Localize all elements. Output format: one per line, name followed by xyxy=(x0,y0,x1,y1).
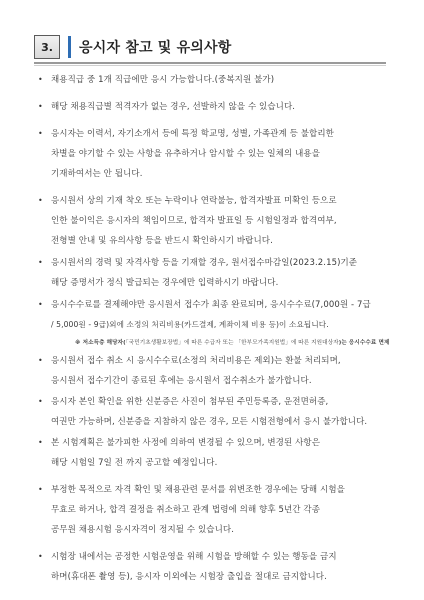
item-line: 응시자 본인 확인을 위한 신분증은 사진이 첨부된 주민등록증, 운전면허증, xyxy=(51,397,329,407)
item-line: 기재하여서는 안 됩니다. xyxy=(51,169,143,179)
section-header xyxy=(34,34,231,60)
list-item xyxy=(38,70,396,90)
list-item xyxy=(38,191,396,251)
item-line: / 5,000원 - 9급)외에 소정의 처리비용(카드결제, 계좌이체 비용 등)이 소요됩니다. xyxy=(51,320,329,329)
list-item xyxy=(38,392,396,432)
section-number: 3. xyxy=(34,35,60,59)
item-line: 해당 시험일 7일 전 까지 공고할 예정입니다. xyxy=(51,458,218,468)
item-line: 응시원서 접수 취소 시 응시수수료(소정의 처리비용은 제외)는 환불 처리되며, xyxy=(51,356,341,366)
fee-exemption-note: ※ 저소득층 해당자(「국민기초생활보장법」에 따른 수급자 또는 「한부모가족지원법」에 따른 지원대상자)는 응시수수료 면제 xyxy=(75,340,390,346)
item-line: 부정한 목적으로 자격 확인 및 채용관련 문서를 위변조한 경우에는 당해 시험을 xyxy=(51,485,345,495)
item-line: 차별을 야기할 수 있는 사항을 유추하거나 암시할 수 있는 일체의 내용을 xyxy=(51,149,321,159)
bullet-icon: • xyxy=(38,75,43,84)
list-item xyxy=(38,295,396,351)
bullet-icon: • xyxy=(38,129,43,138)
bullet-icon: • xyxy=(38,552,43,561)
bullet-icon: • xyxy=(38,258,43,267)
list-item xyxy=(38,124,396,184)
item-line: 해당 증명서가 정식 발급되는 경우에만 입력하시기 바랍니다. xyxy=(51,278,279,288)
list-item xyxy=(38,253,396,293)
item-line: 하며(휴대폰 촬영 등), 응시자 이외에는 시험장 출입을 절대로 금지합니다. xyxy=(51,572,327,582)
header-underline-thin xyxy=(34,65,386,66)
item-line: 응시자는 이력서, 자기소개서 등에 특정 학교명, 성별, 가족관계 등 불합리한 xyxy=(51,129,334,139)
list-item xyxy=(38,480,396,540)
item-line: 무효로 하거나, 합격 결정을 취소하고 관계 법령에 의해 향후 5년간 각종 xyxy=(51,505,321,515)
header-accent-bar xyxy=(68,36,71,58)
list-item xyxy=(38,97,396,117)
bullet-icon: • xyxy=(38,397,43,406)
header-underline xyxy=(34,62,386,64)
item-line: 해당 채용직급별 적격자가 없는 경우, 선발하지 않을 수 있습니다. xyxy=(51,102,296,112)
bullet-icon: • xyxy=(38,356,43,365)
item-line: 전형별 안내 및 유의사항 등을 반드시 확인하시기 바랍니다. xyxy=(51,236,273,246)
section-title: 응시자 참고 및 유의사항 xyxy=(79,40,232,56)
list-item xyxy=(38,547,396,587)
bullet-icon: • xyxy=(38,300,43,309)
bullet-icon: • xyxy=(38,196,43,205)
item-line: 인한 불이익은 응시자의 책임이므로, 합격자 발표일 등 시험일정과 합격여부, xyxy=(51,216,337,226)
notice-list xyxy=(38,70,396,587)
item-line: 공무원 채용시험 응시자격이 정지될 수 있습니다. xyxy=(51,525,235,535)
bullet-icon: • xyxy=(38,102,43,111)
item-line: 여권만 가능하며, 신분증을 지참하지 않은 경우, 모든 시험전형에서 응시 불가합니다. xyxy=(51,417,368,427)
bullet-icon: • xyxy=(38,438,43,447)
list-item xyxy=(38,351,396,391)
item-line: 응시원서 상의 기재 착오 또는 누락이나 연락불능, 합격자발표 미확인 등으로 xyxy=(51,196,337,206)
item-line: 채용직급 중 1개 직급에만 응시 가능합니다.(중복지원 불가) xyxy=(51,75,275,85)
list-item xyxy=(38,433,396,473)
item-line: 응시수수료를 결제해야만 응시원서 접수가 최종 완료되며, 응시수수료(7,000원 - 7급 xyxy=(51,300,371,310)
bullet-icon: • xyxy=(38,485,43,494)
item-line: 시험장 내에서는 공정한 시험운영을 위해 시험을 방해할 수 있는 행동을 금지 xyxy=(51,552,337,562)
item-line: 응시원서의 경력 및 자격사항 등을 기재할 경우, 원서접수마감일(2023.2.15)기준 xyxy=(51,258,358,268)
item-line: 응시원서 접수기간이 종료된 후에는 응시원서 접수취소가 불가합니다. xyxy=(51,376,312,386)
item-line: 본 시험계획은 불가피한 사정에 의하여 변경될 수 있으며, 변경된 사항은 xyxy=(51,438,321,448)
